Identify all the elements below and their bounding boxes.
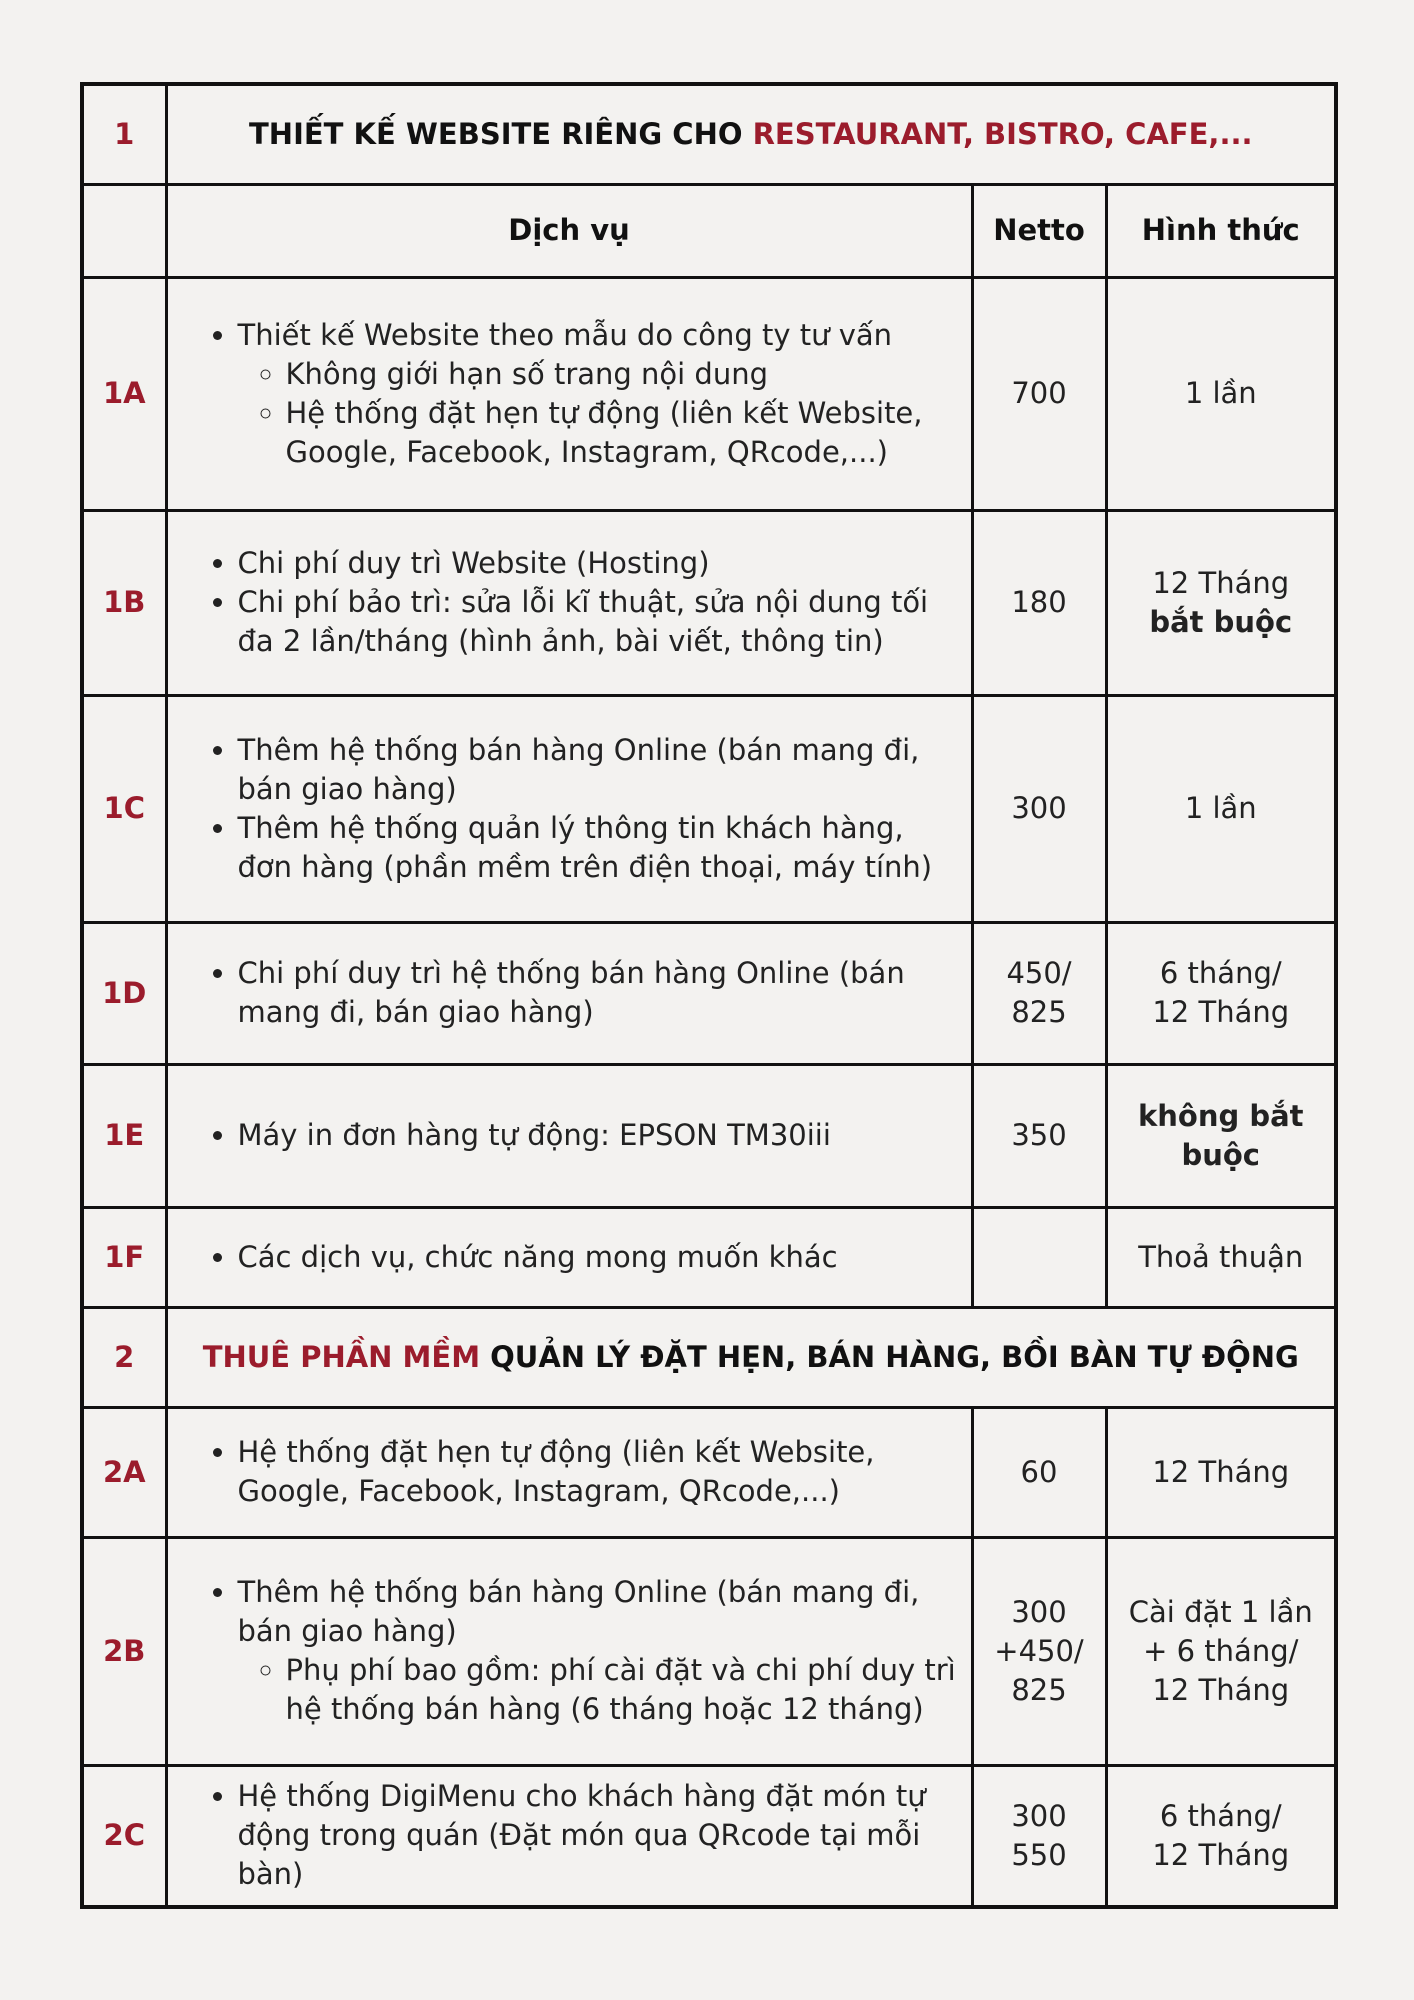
list-item: • Thêm hệ thống quản lý thông tin khách hàng, đơn hàng (phần mềm trên điện thoại, máy tính) (238, 809, 957, 887)
table-row (82, 1207, 1336, 1307)
section-2-row (82, 1307, 1336, 1407)
section-1-title-highlight: RESTAURANT, BISTRO, CAFE,... (752, 116, 1253, 151)
row-description (166, 1407, 972, 1537)
section-1-title-text: THIẾT KẾ WEBSITE RIÊNG CHO (249, 116, 753, 151)
netto-line: 450/ (1006, 956, 1072, 990)
row-netto (972, 922, 1106, 1064)
list-item: • Máy in đơn hàng tự động: EPSON TM30iii (238, 1116, 957, 1155)
header-form: Hình thức (1106, 184, 1336, 277)
table-row (82, 1537, 1336, 1765)
row-description (166, 922, 972, 1064)
row-netto: 180 (972, 510, 1106, 695)
row-description (166, 1207, 972, 1307)
section-2-title (166, 1307, 1336, 1407)
row-id: 1E (82, 1064, 166, 1207)
row-description (166, 1537, 972, 1765)
list-item-text: Thiết kế Website theo mẫu do công ty tư vấn (237, 317, 893, 352)
form-line: Cài đặt 1 lần (1128, 1594, 1313, 1629)
form-line: 12 Tháng (1152, 995, 1290, 1029)
list-item: • Chi phí duy trì hệ thống bán hàng Online (bán mang đi, bán giao hàng) (238, 954, 957, 1032)
list-item: • Hệ thống đặt hẹn tự động (liên kết Website, Google, Facebook, Instagram, QRcode,...) (238, 1433, 957, 1511)
row-netto (972, 1207, 1106, 1307)
list-item: • Các dịch vụ, chức năng mong muốn khác (238, 1238, 957, 1277)
row-description (166, 1064, 972, 1207)
row-id: 2A (82, 1407, 166, 1537)
table-row (82, 1064, 1336, 1207)
netto-line: 300 (1011, 1594, 1067, 1629)
row-description (166, 510, 972, 695)
row-form (1106, 1537, 1336, 1765)
row-netto: 700 (972, 277, 1106, 510)
sub-list-item: ◦ Phụ phí bao gồm: phí cài đặt và chi phí duy trì hệ thống bán hàng (6 tháng hoặc 12 tháng) (286, 1651, 957, 1729)
table-row (82, 922, 1336, 1064)
form-line: + 6 tháng/ (1143, 1633, 1299, 1668)
row-description (166, 277, 972, 510)
section-2-number: 2 (82, 1307, 166, 1407)
header-service: Dịch vụ (166, 184, 972, 277)
list-item: • Hệ thống DigiMenu cho khách hàng đặt món tự động trong quán (Đặt món qua QRcode tại mỗi bàn) (238, 1777, 957, 1894)
table-row (82, 1407, 1336, 1537)
sub-list-item: ◦ Hệ thống đặt hẹn tự động (liên kết Website, Google, Facebook, Instagram, QRcode,...) (286, 394, 957, 472)
netto-line: 550 (1011, 1837, 1067, 1872)
row-id: 1C (82, 695, 166, 922)
header-row (82, 184, 1336, 277)
list-item: • Chi phí duy trì Website (Hosting) (238, 544, 957, 583)
row-form: 12 Tháng (1106, 1407, 1336, 1537)
row-form-optional: không bắt buộc (1106, 1064, 1336, 1207)
row-id: 1A (82, 277, 166, 510)
row-netto (972, 1537, 1106, 1765)
table-row (82, 1765, 1336, 1907)
section-1-number: 1 (82, 84, 166, 184)
section-1-title (166, 84, 1336, 184)
row-netto: 350 (972, 1064, 1106, 1207)
row-id: 1F (82, 1207, 166, 1307)
netto-line: +450/ (994, 1633, 1084, 1668)
netto-line: 825 (1011, 995, 1067, 1029)
netto-line: 300 (1011, 1798, 1067, 1833)
row-netto: 60 (972, 1407, 1106, 1537)
netto-line: 825 (1011, 1672, 1067, 1707)
pricing-table (80, 82, 1338, 1909)
row-form (1106, 1765, 1336, 1907)
table-row (82, 695, 1336, 922)
row-form (1106, 922, 1336, 1064)
form-line-required: bắt buộc (1149, 604, 1293, 639)
row-id: 1D (82, 922, 166, 1064)
list-item (238, 1573, 957, 1729)
section-2-title-text: QUẢN LÝ ĐẶT HẸN, BÁN HÀNG, BỒI BÀN TỰ ĐỘNG (480, 1339, 1299, 1374)
form-line: 12 Tháng (1152, 565, 1290, 600)
form-line: 12 Tháng (1152, 1837, 1290, 1872)
row-form: 1 lần (1106, 277, 1336, 510)
row-netto (972, 1765, 1106, 1907)
header-netto: Netto (972, 184, 1106, 277)
table-row (82, 277, 1336, 510)
sub-list-item: ◦ Không giới hạn số trang nội dung (286, 355, 957, 394)
list-item (238, 316, 957, 472)
section-1-row (82, 84, 1336, 184)
row-id: 2B (82, 1537, 166, 1765)
header-empty-cell (82, 184, 166, 277)
list-item: • Chi phí bảo trì: sửa lỗi kĩ thuật, sửa nội dung tối đa 2 lần/tháng (hình ảnh, bài viết, thông tin) (238, 583, 957, 661)
row-form: Thoả thuận (1106, 1207, 1336, 1307)
row-form (1106, 510, 1336, 695)
row-netto: 300 (972, 695, 1106, 922)
form-line: 6 tháng/ (1159, 956, 1282, 990)
row-form: 1 lần (1106, 695, 1336, 922)
row-description (166, 1765, 972, 1907)
row-id: 1B (82, 510, 166, 695)
section-2-title-highlight: THUÊ PHẦN MỀM (202, 1339, 481, 1374)
table-row (82, 510, 1336, 695)
form-line: 6 tháng/ (1159, 1798, 1282, 1833)
list-item-text: Thêm hệ thống bán hàng Online (bán mang đi, bán giao hàng) (237, 1575, 920, 1648)
list-item: • Thêm hệ thống bán hàng Online (bán mang đi, bán giao hàng) (238, 731, 957, 809)
form-line: 12 Tháng (1152, 1672, 1290, 1707)
row-description (166, 695, 972, 922)
row-id: 2C (82, 1765, 166, 1907)
